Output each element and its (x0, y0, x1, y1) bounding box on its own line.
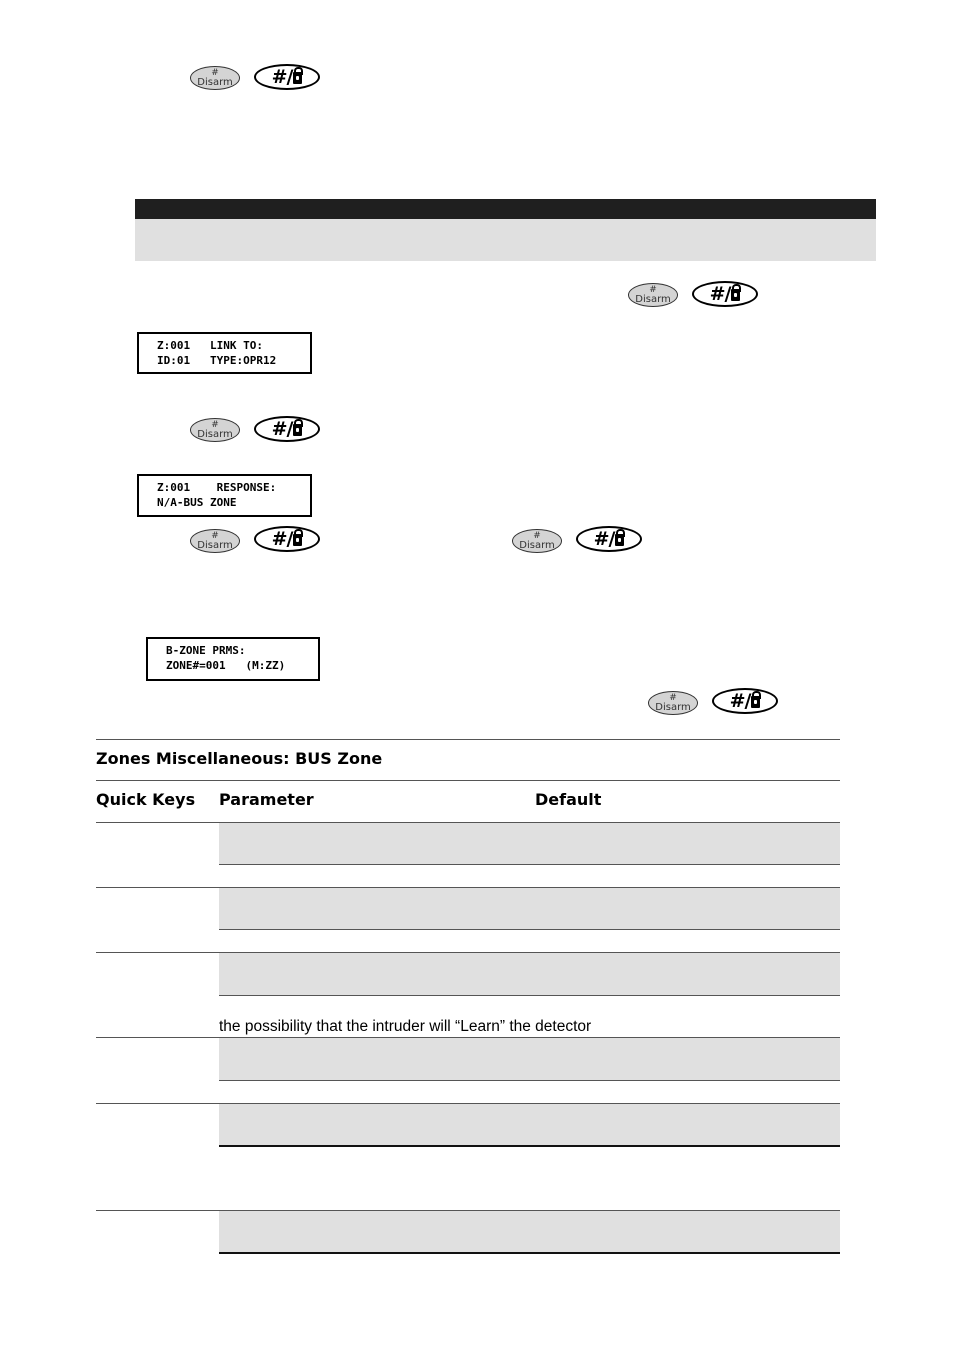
hash-unlock-key-icon: #/ (254, 526, 320, 552)
table-row-rule (219, 1080, 840, 1081)
table-row-rule (219, 1145, 840, 1147)
disarm-key-icon: # Disarm (628, 283, 678, 307)
table-title-rule (96, 780, 840, 781)
column-header-default: Default (535, 790, 602, 809)
lock-icon (615, 534, 624, 546)
table-top-rule (96, 739, 840, 740)
disarm-key-icon: # Disarm (648, 691, 698, 715)
row-description-text: the possibility that the intruder will “Learn” the detector (219, 1018, 592, 1035)
section-header-bar (135, 199, 876, 219)
disarm-key-icon: # Disarm (190, 418, 240, 442)
table-row-shade (219, 1104, 840, 1145)
lock-icon (293, 424, 302, 436)
table-row-shade (219, 823, 840, 864)
column-header-parameter: Parameter (219, 790, 314, 809)
table-row-shade (219, 1211, 840, 1252)
lock-icon (751, 696, 760, 708)
disarm-key-icon: # Disarm (512, 529, 562, 553)
table-row-shade (219, 953, 840, 995)
lock-icon (293, 534, 302, 546)
column-header-quick-keys: Quick Keys (96, 790, 196, 809)
lock-icon (293, 72, 302, 84)
hash-unlock-key-icon: #/ (692, 281, 758, 307)
lcd-display-link: Z:001 LINK TO: ID:01 TYPE:OPR12 (137, 332, 312, 374)
table-row-shade (219, 1038, 840, 1080)
table-bottom-rule (219, 1252, 840, 1254)
section-header-shade (135, 219, 876, 261)
lcd-display-bzone-params: B-ZONE PRMS: ZONE#=001 (M:ZZ) (146, 637, 320, 681)
table-row-rule (219, 864, 840, 865)
table-title: Zones Miscellaneous: BUS Zone (96, 749, 383, 768)
hash-unlock-key-icon: #/ (576, 526, 642, 552)
hash-unlock-key-icon: #/ (254, 416, 320, 442)
hash-unlock-key-icon: #/ (712, 688, 778, 714)
table-row-shade (219, 888, 840, 929)
hash-unlock-key-icon: #/ (254, 64, 320, 90)
disarm-key-icon: # Disarm (190, 529, 240, 553)
disarm-key-icon: # Disarm (190, 66, 240, 90)
table-row-rule (219, 995, 840, 996)
lock-icon (731, 289, 740, 301)
table-row-rule (219, 929, 840, 930)
lcd-display-response: Z:001 RESPONSE: N/A-BUS ZONE (137, 474, 312, 517)
